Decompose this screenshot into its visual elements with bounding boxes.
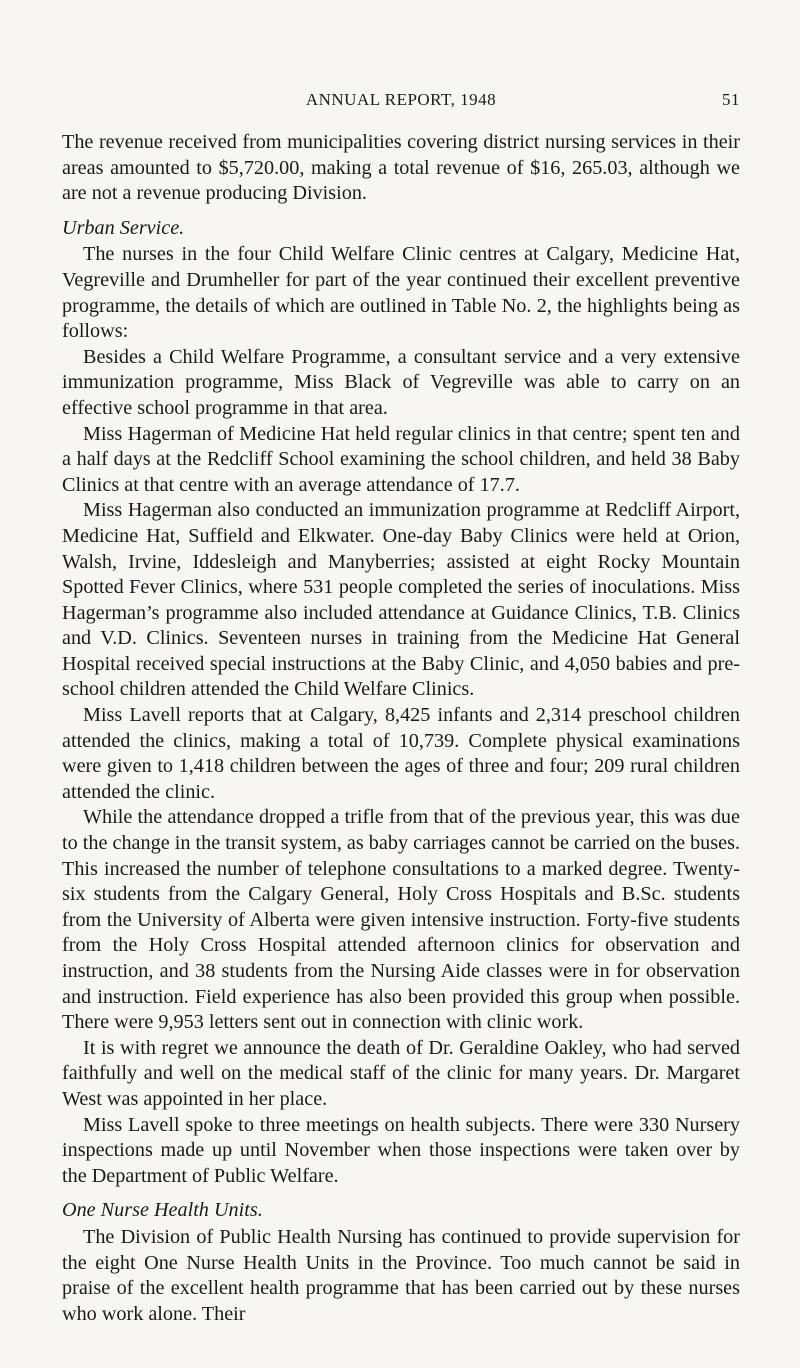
- document-page: [62, 90, 740, 1327]
- paragraph-one-nurse-units: The Division of Public Health Nursing has continued to provide supervision for the eight One Nurse Health Units in the Province. Too much cannot be said in praise of the excellent health programme that has been carried out by these nurses who work alone. Their: [62, 1225, 740, 1325]
- paragraph-revenue: The revenue received from municipalities covering district nursing services in their areas amounted to $5,720.00, making a total revenue of $16, 265.03, although we are not a revenue producing Division.: [62, 131, 740, 205]
- paragraph-miss-hagerman-immunization: Miss Hagerman also conducted an immunization programme at Redcliff Airport, Medicine Hat, Suffield and Elkwater. One-day Baby Clinics were held at Orion, Walsh, Irvine, Iddesleigh and Manyberries; assisted at eight Rocky Mountain Spotted Fever Clinics, where 531 people completed the series of inoculations. Miss Hagerman’s programme also included attendance at Guidance Clinics, T.B. Clinics and V.D. Clinics. Seventeen nurses in training from the Medicine Hat General Hospital received special instructions at the Baby Clinic, and 4,050 babies and pre-school children attended the Child Welfare Clinics.: [62, 499, 740, 701]
- paragraph-attendance: While the attendance dropped a trifle from that of the previous year, this was due to the change in the transit system, as baby carriages cannot be carried on the buses. This increased the number of telephone consultations to a marked degree. Twenty-six students from the Calgary General, Holy Cross Hospitals and B.Sc. students from the University of Alberta were given intensive instruction. Forty-five students from the Holy Cross Hospital attended afternoon clinics for observation and instruction, and 38 students from the Nursing Aide classes were in for observation and instruction. Field experience has also been provided this group when possible. There were 9,953 letters sent out in connection with clinic work.: [62, 806, 740, 1034]
- paragraph-miss-hagerman-clinics: Miss Hagerman of Medicine Hat held regular clinics in that centre; spent ten and a half days at the Redcliff School examining the school children, and held 38 Baby Clinics at that centre with an average attendance of 17.7.: [62, 422, 740, 496]
- paragraph-dr-oakley: It is with regret we announce the death of Dr. Geraldine Oakley, who had served faithfully and well on the medical staff of the clinic for many years. Dr. Margaret West was appointed in her place.: [62, 1036, 740, 1110]
- page-number: 51: [722, 90, 740, 109]
- paragraph-child-welfare-clinics: The nurses in the four Child Welfare Clinic centres at Calgary, Medicine Hat, Vegreville and Drumheller for part of the year continued their excellent preventive programme, the details of which are outlined in Table No. 2, the highlights being as follows:: [62, 243, 740, 343]
- page-header: [62, 90, 740, 120]
- running-title: ANNUAL REPORT, 1948: [305, 90, 497, 109]
- paragraph-nursery-inspections: Miss Lavell spoke to three meetings on health subjects. There were 330 Nursery inspections made up until November when those inspections were taken over by the Department of Public Welfare.: [62, 1113, 740, 1187]
- paragraph-miss-lavell-calgary: Miss Lavell reports that at Calgary, 8,425 infants and 2,314 preschool children attended the clinics, making a total of 10,739. Complete physical examinations were given to 1,418 children between the ages of three and four; 209 rural children attended the clinic.: [62, 704, 740, 803]
- section-heading-one-nurse-health-units: One Nurse Health Units.: [62, 1199, 263, 1222]
- paragraph-miss-black: Besides a Child Welfare Programme, a consultant service and a very extensive immunization programme, Miss Black of Vegreville was able to carry on an effective school programme in that area.: [62, 345, 740, 419]
- section-heading-urban-service: Urban Service.: [62, 216, 185, 239]
